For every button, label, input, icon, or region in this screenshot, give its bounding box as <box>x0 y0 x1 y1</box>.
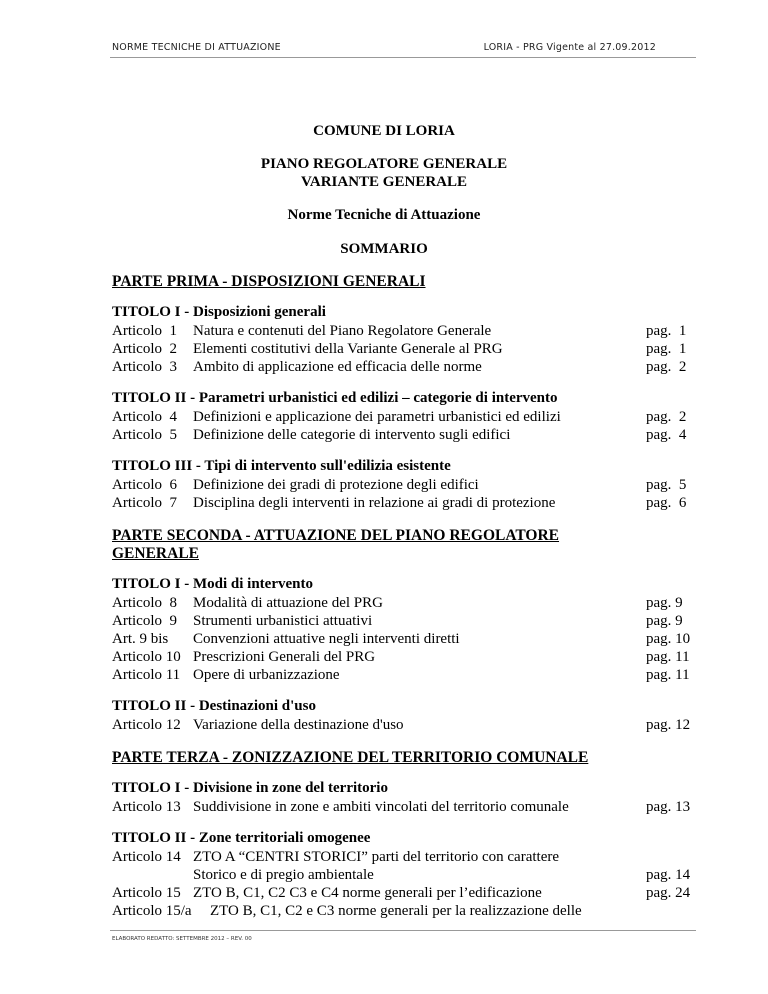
toc-description: Variazione della destinazione d'uso <box>193 717 404 733</box>
toc-row <box>112 494 687 512</box>
toc-description: Definizioni e applicazione dei parametri urbanistici ed edilizi <box>193 409 561 425</box>
toc-description: Strumenti urbanistici attuativi <box>193 613 373 629</box>
heading-piano: PIANO REGOLATORE GENERALE <box>260 156 508 172</box>
section-title: TITOLO II - Destinazioni d'uso <box>112 698 316 714</box>
toc-page: pag. 11 <box>646 667 690 683</box>
footer-rule <box>110 930 696 931</box>
toc-article: Articolo 15 <box>112 885 181 901</box>
section-title: TITOLO I - Divisione in zone del territorio <box>112 780 388 796</box>
heading-comune: COMUNE DI LORIA <box>313 123 455 139</box>
toc-page: pag. 12 <box>646 717 691 733</box>
section-title: TITOLO II - Parametri urbanistici ed edilizi – categorie di intervento <box>112 390 558 406</box>
heading-sommario: SOMMARIO <box>340 241 428 257</box>
toc-description: Storico e di pregio ambientale <box>193 867 374 883</box>
toc-row <box>112 594 683 612</box>
heading-variante: VARIANTE GENERALE <box>300 174 467 190</box>
section-title: TITOLO I - Modi di intervento <box>112 576 313 592</box>
toc-row <box>112 476 687 494</box>
toc-row <box>112 798 691 816</box>
toc-page: pag. 6 <box>646 495 687 511</box>
toc-page: pag. 10 <box>646 631 691 647</box>
toc-article: Articolo 6 <box>112 477 177 493</box>
toc-page: pag. 1 <box>646 323 687 339</box>
toc-page: pag. 24 <box>646 885 691 901</box>
part-title-continued: GENERALE <box>112 545 199 562</box>
toc-article: Articolo 2 <box>112 341 177 357</box>
toc-article: Articolo 15/a <box>112 903 192 919</box>
toc-row <box>112 408 687 426</box>
toc-row <box>112 630 691 648</box>
toc-article: Articolo 5 <box>112 427 177 443</box>
header-left: NORME TECNICHE DI ATTUAZIONE <box>112 42 281 53</box>
toc-description: Disciplina degli interventi in relazione ai gradi di protezione <box>193 495 556 511</box>
toc-article: Articolo 11 <box>112 667 181 683</box>
toc-row <box>112 612 683 630</box>
toc-description: Definizione delle categorie di intervento sugli edifici <box>193 427 511 443</box>
heading-norme: Norme Tecniche di Attuazione <box>287 207 481 223</box>
toc-article: Articolo 7 <box>112 495 177 511</box>
part-title: PARTE TERZA - ZONIZZAZIONE DEL TERRITORIO COMUNALE <box>112 749 589 766</box>
toc-row <box>112 426 687 444</box>
toc-description: ZTO A “CENTRI STORICI” parti del territorio con carattere <box>193 849 560 865</box>
section-title: TITOLO I - Disposizioni generali <box>112 304 326 320</box>
toc-description: ZTO B, C1, C2 C3 e C4 norme generali per l’edificazione <box>193 885 542 901</box>
toc-article: Articolo 10 <box>112 649 181 665</box>
toc-page: pag. 4 <box>646 427 687 443</box>
toc-article: Articolo 13 <box>112 799 181 815</box>
toc-article: Articolo 3 <box>112 359 177 375</box>
toc-description: Modalità di attuazione del PRG <box>193 595 383 611</box>
toc-description: ZTO B, C1, C2 e C3 norme generali per la realizzazione delle <box>210 903 582 919</box>
part-title: PARTE PRIMA - DISPOSIZIONI GENERALI <box>112 273 426 290</box>
toc-article: Articolo 14 <box>112 849 181 865</box>
toc-page: pag. 11 <box>646 649 690 665</box>
toc-description: Natura e contenuti del Piano Regolatore Generale <box>193 323 492 339</box>
toc-description: Ambito di applicazione ed efficacia delle norme <box>193 359 482 375</box>
toc-row <box>112 358 687 376</box>
toc-row <box>112 648 690 666</box>
footer-text: ELABORATO REDATTO: SETTEMBRE 2012 – REV. 00 <box>112 936 252 942</box>
header-right: LORIA - PRG Vigente al 27.09.2012 <box>483 42 656 53</box>
toc-page: pag. 9 <box>646 595 683 611</box>
toc-page: pag. 14 <box>646 867 691 883</box>
toc-row <box>112 884 691 902</box>
toc-description: Definizione dei gradi di protezione degli edifici <box>193 477 479 493</box>
toc-row <box>112 340 687 358</box>
toc-row <box>112 716 691 734</box>
toc-description: Convenzioni attuative negli interventi diretti <box>193 631 460 647</box>
toc-page: pag. 2 <box>646 409 687 425</box>
toc-row <box>112 848 672 866</box>
toc-article: Articolo 9 <box>112 613 177 629</box>
toc-row <box>112 866 691 884</box>
toc-description: Opere di urbanizzazione <box>193 667 340 683</box>
toc-page: pag. 9 <box>646 613 683 629</box>
toc-description: Prescrizioni Generali del PRG <box>193 649 376 665</box>
toc-row <box>112 666 690 684</box>
section-title: TITOLO II - Zone territoriali omogenee <box>112 830 371 846</box>
toc-article: Articolo 1 <box>112 323 177 339</box>
toc-page: pag. 2 <box>646 359 687 375</box>
toc-description: Suddivisione in zone e ambiti vincolati del territorio comunale <box>193 799 569 815</box>
toc-row <box>112 902 672 920</box>
section-title: TITOLO III - Tipi di intervento sull'edilizia esistente <box>112 458 451 474</box>
toc-row <box>112 322 687 340</box>
toc-article: Articolo 8 <box>112 595 177 611</box>
toc-page: pag. 5 <box>646 477 687 493</box>
toc-article: Art. 9 bis <box>112 631 169 647</box>
header-rule <box>110 57 696 58</box>
toc-article: Articolo 4 <box>112 409 177 425</box>
toc-page: pag. 13 <box>646 799 691 815</box>
toc-page: pag. 1 <box>646 341 687 357</box>
part-title: PARTE SECONDA - ATTUAZIONE DEL PIANO REGOLATORE <box>112 527 560 544</box>
toc-article: Articolo 12 <box>112 717 181 733</box>
toc-description: Elementi costitutivi della Variante Generale al PRG <box>193 341 503 357</box>
